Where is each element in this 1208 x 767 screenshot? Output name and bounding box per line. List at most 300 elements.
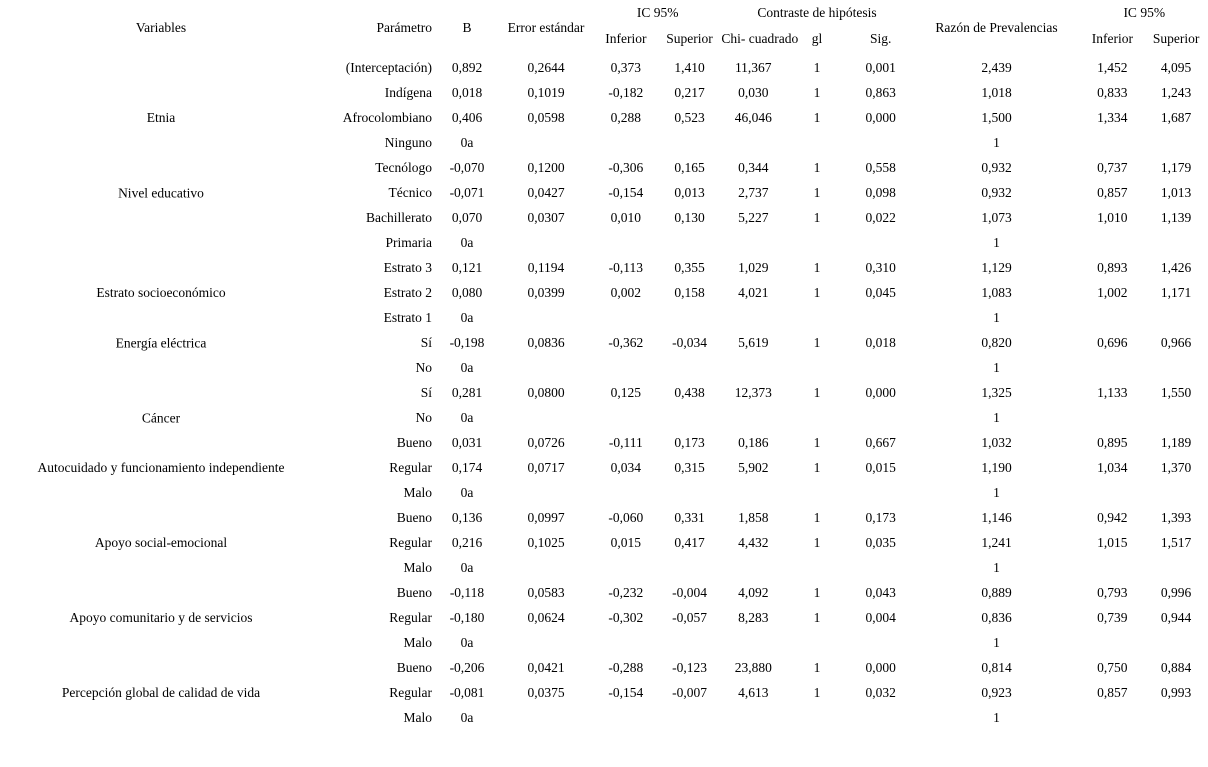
cell-superior-rp — [1144, 480, 1208, 505]
cell-gl: 1 — [813, 260, 821, 275]
cell-sig: 0,000 — [865, 385, 896, 400]
table-row — [0, 430, 1208, 455]
cell-inferior-rp: 1,034 — [1097, 460, 1128, 475]
cell-inferior-rp: 0,857 — [1097, 185, 1128, 200]
cell-sig: 0,004 — [865, 610, 896, 625]
cell-gl: 1 — [813, 285, 821, 300]
cell-superior-rp: 1,171 — [1160, 285, 1192, 300]
cell-gl: 1 — [813, 535, 821, 550]
cell-superior-rp: 1,370 — [1160, 460, 1192, 475]
cell-inferior-coef: -0,154 — [608, 685, 644, 700]
variable-group-label-text: Autocuidado y funcionamiento independiente — [37, 460, 285, 475]
variable-group-label-text: Percepción global de calidad de vida — [61, 685, 261, 700]
cell-sig — [849, 305, 913, 330]
cell-chi-cuadrado: 5,619 — [738, 335, 769, 350]
cell-gl: 1 — [813, 460, 821, 475]
cell-inferior-coef: -0,182 — [608, 85, 644, 100]
cell-b: -0,198 — [449, 335, 485, 350]
cell-inferior-coef — [594, 555, 658, 580]
cell-inferior-rp: 0,793 — [1097, 585, 1128, 600]
cell-parametro: Estrato 1 — [383, 310, 432, 325]
cell-gl: 1 — [813, 185, 821, 200]
cell-superior-rp: 1,179 — [1160, 160, 1192, 175]
header-razon-prevalencias: Razón de Prevalencias — [935, 19, 1058, 35]
cell-sig: 0,667 — [865, 435, 896, 450]
cell-superior-rp: 1,550 — [1160, 385, 1192, 400]
cell-error-estandar: 0,0726 — [527, 435, 565, 450]
cell-inferior-coef: -0,362 — [608, 335, 644, 350]
cell-b: 0a — [460, 410, 474, 425]
cell-superior-coef — [658, 555, 722, 580]
cell-sig: 0,022 — [865, 210, 896, 225]
header-inferior-coeficiente: Inferior — [605, 31, 647, 46]
cell-inferior-rp: 1,334 — [1097, 110, 1128, 125]
cell-superior-rp: 1,426 — [1160, 260, 1192, 275]
cell-sig — [849, 355, 913, 380]
cell-b: 0a — [460, 710, 474, 725]
cell-chi-cuadrado: 46,046 — [734, 110, 772, 125]
variable-group-label-text: Nivel educativo — [118, 185, 204, 200]
cell-chi-cuadrado — [721, 555, 785, 580]
cell-gl — [785, 355, 849, 380]
cell-sig: 0,310 — [865, 260, 896, 275]
cell-superior-coef: 0,355 — [674, 260, 705, 275]
cell-chi-cuadrado: 5,227 — [738, 210, 769, 225]
table-row — [0, 330, 1208, 355]
cell-parametro: (Interceptación) — [345, 60, 432, 75]
table-row — [0, 380, 1208, 405]
cell-superior-rp: 0,966 — [1160, 335, 1192, 350]
cell-superior-coef: -0,034 — [672, 335, 707, 350]
cell-gl — [785, 305, 849, 330]
cell-razon-prevalencias: 1,500 — [981, 110, 1012, 125]
cell-superior-rp: 1,243 — [1160, 85, 1192, 100]
cell-razon-prevalencias: 0,932 — [981, 160, 1012, 175]
cell-superior-rp — [1144, 130, 1208, 155]
cell-error-estandar — [498, 130, 594, 155]
cell-superior-rp: 4,095 — [1160, 60, 1192, 75]
cell-superior-coef: 0,438 — [674, 385, 705, 400]
cell-chi-cuadrado — [721, 705, 785, 730]
cell-inferior-rp — [1081, 130, 1145, 155]
table-row — [0, 255, 1208, 280]
cell-razon-prevalencias: 1 — [993, 360, 1000, 375]
cell-gl — [785, 705, 849, 730]
variable-group-label — [0, 380, 322, 430]
cell-sig: 0,018 — [865, 335, 896, 350]
cell-inferior-coef: -0,060 — [608, 510, 644, 525]
cell-b: 0a — [460, 635, 474, 650]
cell-inferior-rp — [1081, 705, 1145, 730]
cell-b: 0a — [460, 135, 474, 150]
cell-gl: 1 — [813, 435, 821, 450]
cell-superior-rp — [1144, 405, 1208, 430]
cell-razon-prevalencias: 1,073 — [981, 210, 1012, 225]
cell-b: 0,018 — [451, 85, 483, 100]
cell-parametro: Técnico — [388, 185, 432, 200]
cell-superior-coef — [658, 405, 722, 430]
cell-gl: 1 — [813, 85, 821, 100]
cell-b: 0,216 — [451, 535, 483, 550]
header-superior-rp: Superior — [1152, 31, 1200, 46]
cell-b: 0a — [460, 485, 474, 500]
cell-superior-coef: 0,165 — [674, 160, 705, 175]
table-row — [0, 155, 1208, 180]
cell-chi-cuadrado: 4,021 — [738, 285, 769, 300]
cell-razon-prevalencias: 1 — [993, 310, 1000, 325]
variable-group-label — [0, 255, 322, 330]
cell-superior-rp: 0,944 — [1160, 610, 1192, 625]
cell-parametro: Bueno — [396, 585, 432, 600]
cell-parametro: No — [415, 360, 432, 375]
cell-inferior-rp: 0,737 — [1097, 160, 1128, 175]
cell-error-estandar — [498, 480, 594, 505]
cell-b: 0,174 — [451, 460, 483, 475]
cell-superior-coef: 0,315 — [674, 460, 705, 475]
cell-inferior-rp: 0,893 — [1097, 260, 1128, 275]
cell-inferior-coef: 0,373 — [610, 60, 642, 75]
cell-superior-coef — [658, 480, 722, 505]
cell-sig: 0,558 — [865, 160, 896, 175]
cell-inferior-coef: -0,288 — [608, 660, 644, 675]
cell-chi-cuadrado: 2,737 — [738, 185, 769, 200]
cell-sig: 0,045 — [865, 285, 896, 300]
cell-inferior-coef: -0,113 — [608, 260, 644, 275]
cell-chi-cuadrado — [721, 230, 785, 255]
cell-parametro: Primaria — [385, 235, 432, 250]
cell-sig — [849, 130, 913, 155]
cell-superior-rp — [1144, 705, 1208, 730]
cell-chi-cuadrado: 1,858 — [738, 510, 769, 525]
cell-inferior-rp — [1081, 630, 1145, 655]
cell-chi-cuadrado: 1,029 — [738, 260, 769, 275]
header-ic95-coeficiente: IC 95% — [636, 5, 679, 20]
variable-group-label-text: Etnia — [146, 110, 176, 125]
cell-error-estandar — [498, 705, 594, 730]
cell-b: -0,081 — [449, 685, 485, 700]
cell-inferior-rp: 1,002 — [1097, 285, 1128, 300]
cell-razon-prevalencias: 0,923 — [981, 685, 1012, 700]
cell-parametro: Sí — [420, 385, 432, 400]
variable-group-label-text: Energía eléctrica — [115, 335, 207, 350]
cell-inferior-rp: 1,452 — [1097, 60, 1128, 75]
cell-razon-prevalencias: 2,439 — [981, 60, 1012, 75]
cell-parametro: Malo — [403, 635, 432, 650]
cell-gl — [785, 230, 849, 255]
cell-b: -0,206 — [449, 660, 485, 675]
cell-error-estandar: 0,0399 — [527, 285, 565, 300]
cell-sig — [849, 230, 913, 255]
cell-b: 0,406 — [451, 110, 483, 125]
cell-sig: 0,000 — [865, 660, 896, 675]
cell-inferior-coef: 0,010 — [610, 210, 642, 225]
cell-razon-prevalencias: 1 — [993, 710, 1000, 725]
cell-error-estandar: 0,0598 — [527, 110, 565, 125]
cell-b: -0,070 — [449, 160, 485, 175]
cell-error-estandar: 0,1194 — [527, 260, 565, 275]
cell-parametro: Regular — [389, 685, 432, 700]
variable-group-label-text: Apoyo comunitario y de servicios — [69, 610, 253, 625]
cell-razon-prevalencias: 1,325 — [981, 385, 1012, 400]
cell-superior-coef: -0,123 — [672, 660, 707, 675]
cell-razon-prevalencias: 1,083 — [981, 285, 1012, 300]
cell-inferior-coef — [594, 355, 658, 380]
cell-sig — [849, 405, 913, 430]
cell-razon-prevalencias: 1,146 — [981, 510, 1012, 525]
header-inferior-rp: Inferior — [1091, 31, 1133, 46]
cell-b: 0,136 — [451, 510, 483, 525]
cell-superior-rp: 0,996 — [1160, 585, 1192, 600]
cell-razon-prevalencias: 1,032 — [981, 435, 1012, 450]
table-row — [0, 80, 1208, 105]
cell-inferior-coef — [594, 230, 658, 255]
cell-error-estandar — [498, 230, 594, 255]
variable-group-label-text: Estrato socioeconómico — [96, 285, 226, 300]
cell-superior-rp: 1,189 — [1160, 435, 1192, 450]
variable-group-label — [0, 505, 322, 580]
cell-error-estandar: 0,2644 — [527, 60, 565, 75]
cell-gl: 1 — [813, 685, 821, 700]
cell-chi-cuadrado: 4,613 — [738, 685, 769, 700]
cell-razon-prevalencias: 0,820 — [981, 335, 1012, 350]
cell-sig: 0,098 — [865, 185, 896, 200]
cell-sig: 0,035 — [865, 535, 896, 550]
cell-superior-coef: 1,410 — [674, 60, 705, 75]
cell-chi-cuadrado — [721, 130, 785, 155]
cell-gl: 1 — [813, 610, 821, 625]
header-superior-coeficiente: Superior — [666, 31, 713, 46]
cell-gl — [785, 630, 849, 655]
cell-parametro: Bueno — [396, 435, 432, 450]
table-row — [0, 55, 1208, 80]
cell-gl: 1 — [813, 210, 821, 225]
cell-gl — [785, 405, 849, 430]
variable-group-label — [0, 330, 322, 380]
cell-gl: 1 — [813, 335, 821, 350]
cell-sig — [849, 630, 913, 655]
cell-superior-rp: 0,884 — [1160, 660, 1192, 675]
cell-parametro: Ninguno — [384, 135, 432, 150]
cell-inferior-rp — [1081, 555, 1145, 580]
cell-superior-coef — [658, 705, 722, 730]
cell-superior-rp: 1,139 — [1160, 210, 1192, 225]
cell-inferior-coef: 0,125 — [610, 385, 642, 400]
header-group-row — [0, 0, 1208, 26]
cell-error-estandar: 0,0717 — [527, 460, 565, 475]
header-error-estandar: Error estándar — [507, 19, 585, 35]
cell-razon-prevalencias: 1 — [993, 135, 1000, 150]
cell-razon-prevalencias: 1 — [993, 560, 1000, 575]
cell-chi-cuadrado — [721, 405, 785, 430]
cell-superior-coef: -0,004 — [672, 585, 707, 600]
cell-superior-rp: 1,013 — [1160, 185, 1192, 200]
table-body — [0, 55, 1208, 730]
cell-b: 0a — [460, 360, 474, 375]
cell-inferior-rp: 1,010 — [1097, 210, 1128, 225]
cell-error-estandar — [498, 355, 594, 380]
cell-parametro: Malo — [403, 485, 432, 500]
cell-error-estandar: 0,0375 — [527, 685, 565, 700]
cell-chi-cuadrado: 4,092 — [738, 585, 769, 600]
cell-superior-coef: 0,013 — [674, 185, 705, 200]
cell-chi-cuadrado: 23,880 — [734, 660, 772, 675]
cell-inferior-rp: 0,739 — [1097, 610, 1128, 625]
cell-razon-prevalencias: 1,241 — [981, 535, 1012, 550]
cell-b: -0,118 — [449, 585, 485, 600]
cell-inferior-rp — [1081, 480, 1145, 505]
cell-error-estandar: 0,1019 — [527, 85, 565, 100]
cell-inferior-coef — [594, 480, 658, 505]
cell-error-estandar: 0,0583 — [527, 585, 565, 600]
cell-inferior-coef: -0,232 — [608, 585, 644, 600]
cell-superior-coef — [658, 630, 722, 655]
cell-chi-cuadrado: 8,283 — [738, 610, 769, 625]
cell-razon-prevalencias: 1 — [993, 410, 1000, 425]
table-header — [0, 0, 1208, 55]
cell-chi-cuadrado: 0,030 — [738, 85, 769, 100]
header-ic95-razon-prevalencias: IC 95% — [1123, 5, 1166, 20]
cell-b: -0,071 — [449, 185, 485, 200]
cell-gl: 1 — [813, 110, 821, 125]
cell-error-estandar: 0,1025 — [527, 535, 565, 550]
cell-inferior-coef: 0,288 — [610, 110, 642, 125]
cell-superior-rp — [1144, 630, 1208, 655]
cell-sig: 0,015 — [865, 460, 896, 475]
cell-superior-rp — [1144, 555, 1208, 580]
variable-group-label — [0, 55, 322, 80]
cell-inferior-coef: -0,154 — [608, 185, 644, 200]
cell-gl: 1 — [813, 510, 821, 525]
cell-superior-coef: 0,331 — [674, 510, 705, 525]
cell-error-estandar: 0,0800 — [527, 385, 565, 400]
cell-parametro: Bueno — [396, 510, 432, 525]
cell-razon-prevalencias: 1 — [993, 485, 1000, 500]
cell-parametro: Afrocolombiano — [342, 110, 432, 125]
cell-razon-prevalencias: 0,814 — [981, 660, 1012, 675]
variable-group-label — [0, 655, 322, 730]
cell-error-estandar: 0,0997 — [527, 510, 565, 525]
cell-inferior-rp: 0,696 — [1097, 335, 1128, 350]
cell-inferior-rp: 0,750 — [1097, 660, 1128, 675]
cell-error-estandar: 0,0624 — [527, 610, 565, 625]
cell-b: 0a — [460, 310, 474, 325]
table-row — [0, 505, 1208, 530]
cell-sig: 0,032 — [865, 685, 896, 700]
cell-razon-prevalencias: 0,889 — [981, 585, 1012, 600]
cell-inferior-coef: 0,002 — [610, 285, 642, 300]
cell-parametro: Bachillerato — [366, 210, 432, 225]
header-chi-cuadrado: Chi- cuadrado — [721, 31, 799, 46]
cell-superior-coef: -0,007 — [672, 685, 707, 700]
table-row — [0, 655, 1208, 680]
cell-superior-coef: 0,158 — [674, 285, 705, 300]
cell-parametro: Estrato 3 — [383, 260, 432, 275]
cell-superior-coef: 0,130 — [674, 210, 705, 225]
cell-error-estandar — [498, 405, 594, 430]
cell-gl: 1 — [813, 660, 821, 675]
cell-b: 0,281 — [451, 385, 483, 400]
variable-group-label — [0, 580, 322, 655]
cell-parametro: Sí — [420, 335, 432, 350]
cell-b: 0a — [460, 560, 474, 575]
variable-group-label — [0, 430, 322, 505]
cell-error-estandar: 0,0427 — [527, 185, 565, 200]
cell-superior-rp — [1144, 355, 1208, 380]
header-contraste-hipotesis: Contraste de hipótesis — [757, 5, 877, 20]
cell-superior-rp: 1,393 — [1160, 510, 1192, 525]
cell-chi-cuadrado — [721, 480, 785, 505]
cell-sig: 0,863 — [865, 85, 896, 100]
variable-group-label-text: Apoyo social-emocional — [94, 535, 228, 550]
header-sig: Sig. — [869, 31, 892, 46]
cell-gl — [785, 555, 849, 580]
cell-inferior-coef — [594, 405, 658, 430]
cell-gl: 1 — [813, 60, 821, 75]
cell-superior-rp: 1,687 — [1160, 110, 1192, 125]
cell-error-estandar — [498, 630, 594, 655]
cell-chi-cuadrado: 0,344 — [738, 160, 769, 175]
cell-superior-coef: 0,523 — [674, 110, 705, 125]
cell-error-estandar: 0,0307 — [527, 210, 565, 225]
cell-inferior-rp — [1081, 305, 1145, 330]
cell-sig: 0,000 — [865, 110, 896, 125]
cell-superior-coef: 0,217 — [674, 85, 705, 100]
cell-superior-rp: 0,993 — [1160, 685, 1192, 700]
cell-razon-prevalencias: 1 — [993, 635, 1000, 650]
cell-razon-prevalencias: 0,932 — [981, 185, 1012, 200]
cell-parametro: Regular — [389, 460, 432, 475]
cell-b: 0a — [460, 235, 474, 250]
cell-inferior-coef — [594, 705, 658, 730]
cell-sig — [849, 555, 913, 580]
cell-chi-cuadrado: 4,432 — [738, 535, 769, 550]
cell-gl: 1 — [813, 385, 821, 400]
cell-gl — [785, 130, 849, 155]
cell-b: 0,031 — [451, 435, 483, 450]
header-parametro: Parámetro — [376, 19, 432, 35]
cell-b: -0,180 — [449, 610, 485, 625]
cell-superior-coef — [658, 355, 722, 380]
cell-sig — [849, 480, 913, 505]
cell-superior-rp — [1144, 305, 1208, 330]
cell-inferior-rp: 0,833 — [1097, 85, 1128, 100]
variable-group-label — [0, 80, 322, 155]
cell-inferior-coef: 0,034 — [610, 460, 642, 475]
cell-razon-prevalencias: 1,018 — [981, 85, 1012, 100]
cell-inferior-coef: 0,015 — [610, 535, 642, 550]
cell-chi-cuadrado: 0,186 — [738, 435, 769, 450]
cell-b: 0,121 — [451, 260, 483, 275]
cell-razon-prevalencias: 0,836 — [981, 610, 1012, 625]
cell-inferior-coef: -0,111 — [608, 435, 643, 450]
cell-parametro: No — [415, 410, 432, 425]
cell-sig — [849, 705, 913, 730]
cell-error-estandar — [498, 305, 594, 330]
cell-sig: 0,001 — [865, 60, 896, 75]
cell-superior-coef — [658, 230, 722, 255]
cell-parametro: Bueno — [396, 660, 432, 675]
cell-superior-coef: 0,417 — [674, 535, 705, 550]
cell-superior-coef — [658, 305, 722, 330]
cell-chi-cuadrado: 5,902 — [738, 460, 769, 475]
cell-parametro: Indígena — [384, 85, 432, 100]
cell-parametro: Regular — [389, 610, 432, 625]
variable-group-label — [0, 155, 322, 255]
cell-inferior-rp: 0,942 — [1097, 510, 1128, 525]
cell-chi-cuadrado: 11,367 — [734, 60, 772, 75]
cell-inferior-coef — [594, 630, 658, 655]
cell-chi-cuadrado — [721, 630, 785, 655]
